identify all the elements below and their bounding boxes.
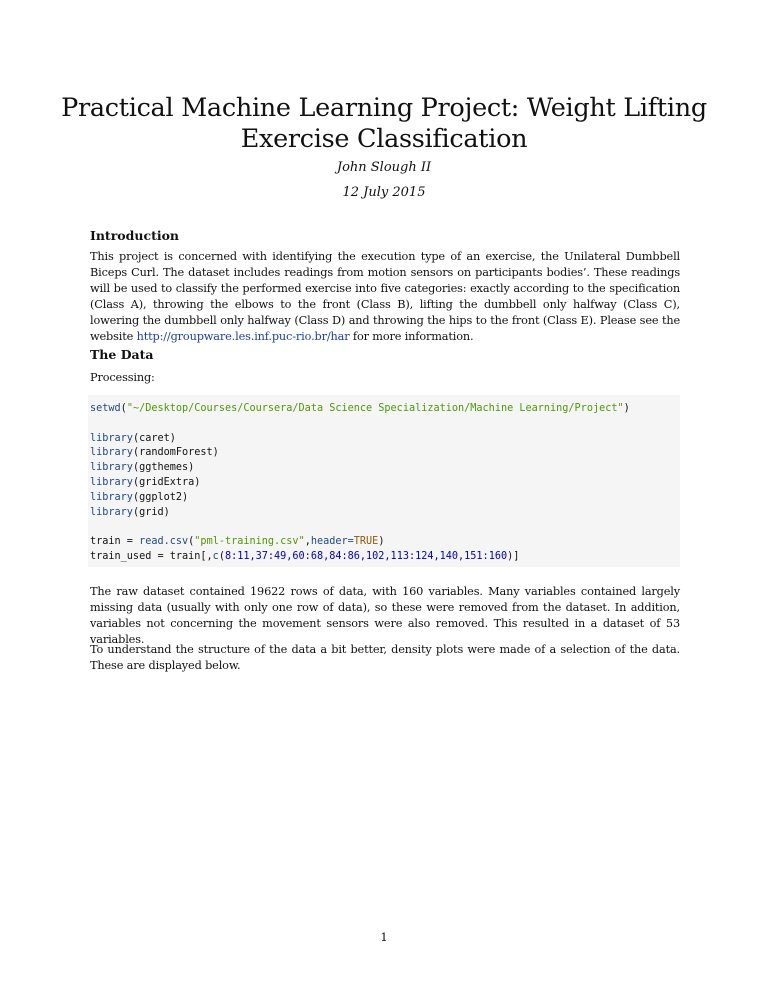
code-punct: , bbox=[304, 536, 311, 548]
code-arg: (randomForest) bbox=[132, 447, 219, 459]
code-line-train-used bbox=[90, 551, 519, 562]
code-constant: TRUE bbox=[353, 536, 379, 548]
code-arg: (ggthemes) bbox=[132, 462, 195, 474]
code-function: library bbox=[90, 447, 133, 459]
code-line-library bbox=[90, 492, 188, 503]
code-function: library bbox=[90, 432, 133, 444]
code-punct: ( bbox=[218, 550, 225, 562]
code-function: setwd bbox=[90, 403, 121, 414]
code-function: c bbox=[212, 550, 219, 562]
publication-date: 12 July 2015 bbox=[342, 185, 426, 200]
code-punct: )] bbox=[507, 550, 520, 562]
code-punct: ) bbox=[378, 536, 385, 548]
the-data-heading: The Data bbox=[90, 347, 154, 362]
code-string: "pml-training.csv" bbox=[194, 536, 305, 548]
code-line-library bbox=[90, 462, 194, 473]
introduction-text: This project is concerned with identifying the execution type of an exercise, the Unilateral Dumbbell Biceps Curl. The dataset includes readings from motion sensors on participants bodies’. These readings will be used to classify the performed exercise into five categories: exactly according to the specification (Class A), throwing the elbows to the front (Class B), lifting the dumbbell only halfway (Class C), lowering the dumbbell only halfway (Class D) and throwing the hips to the front (Class E). Please see the website bbox=[90, 250, 680, 343]
code-text: train_used = train[, bbox=[90, 550, 213, 562]
introduction-paragraph bbox=[90, 249, 680, 345]
introduction-heading: Introduction bbox=[90, 228, 180, 243]
code-line-library bbox=[90, 447, 219, 458]
paper-title bbox=[60, 93, 708, 155]
code-numbers: 8:11,37:49,60:68,84:86,102,113:124,140,151:160 bbox=[224, 550, 508, 562]
title-line-2: Exercise Classification bbox=[240, 124, 528, 154]
code-line-library bbox=[90, 477, 200, 488]
density-plots-paragraph: To understand the structure of the data a bit better, density plots were made of a selection of the data. These are displayed below. bbox=[90, 643, 680, 672]
code-arg: (ggplot2) bbox=[132, 491, 189, 503]
code-block bbox=[88, 395, 680, 567]
code-string: "~/Desktop/Courses/Coursera/Data Science Specialization/Machine Learning/Project" bbox=[126, 403, 624, 414]
code-function: library bbox=[90, 462, 133, 474]
code-function: read.csv bbox=[139, 536, 189, 548]
code-punct: ( bbox=[120, 403, 127, 414]
code-line-library bbox=[90, 507, 170, 518]
code-arg: (grid) bbox=[132, 506, 170, 518]
processing-label: Processing: bbox=[90, 371, 155, 384]
introduction-text-end: for more information. bbox=[349, 330, 474, 343]
code-line-train bbox=[90, 536, 384, 547]
page-number: 1 bbox=[380, 930, 388, 944]
dataset-summary-paragraph: The raw dataset contained 19622 rows of data, with 160 variables. Many variables contained largely missing data (usually with only one row of data), so these were removed from the dataset. In addition, variables not concerning the movement sensors were also removed. This resulted in a dataset of 53 variables. bbox=[90, 585, 680, 646]
code-function: library bbox=[90, 491, 133, 503]
code-punct: ) bbox=[623, 403, 630, 414]
code-line-library bbox=[90, 433, 176, 444]
code-function: library bbox=[90, 506, 133, 518]
har-website-link[interactable]: http://groupware.les.inf.puc-rio.br/har bbox=[136, 330, 350, 343]
code-arg: (gridExtra) bbox=[132, 476, 201, 488]
code-line-setwd bbox=[90, 403, 630, 414]
code-function: library bbox=[90, 476, 133, 488]
code-text: train = bbox=[90, 536, 140, 548]
code-param: header= bbox=[310, 536, 354, 548]
code-arg: (caret) bbox=[132, 432, 176, 444]
title-line-1: Practical Machine Learning Project: Weight Lifting bbox=[61, 93, 707, 123]
code-punct: ( bbox=[188, 536, 195, 548]
author-name: John Slough II bbox=[336, 160, 432, 175]
